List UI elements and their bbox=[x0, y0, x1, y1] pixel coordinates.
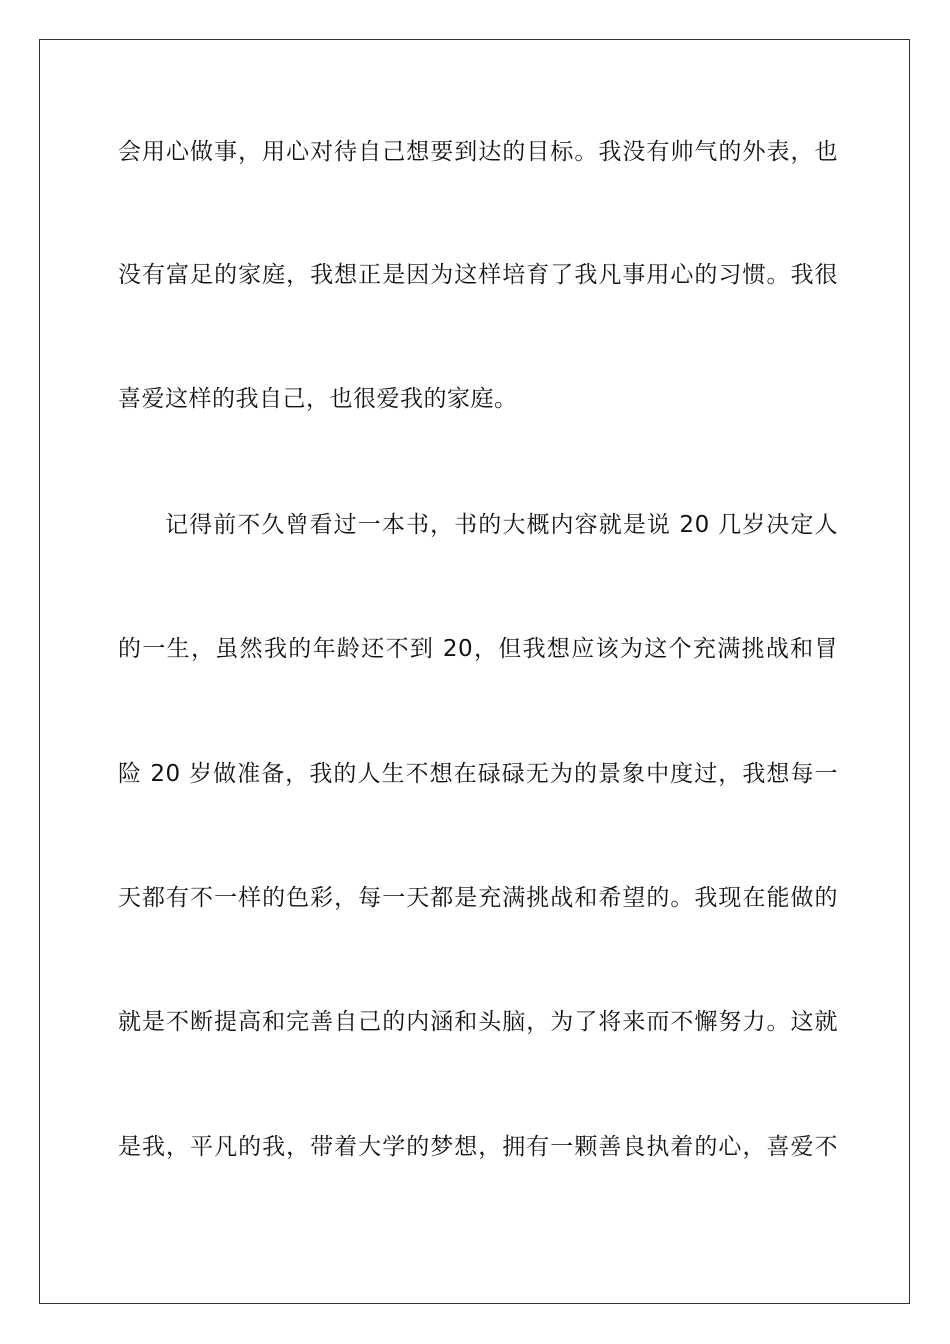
text-line-8: 就是不断提高和完善自己的内涵和头脑，为了将来而不懈努力。这就 bbox=[118, 1009, 838, 1035]
text-line-6: 险 20 岁做准备，我的人生不想在碌碌无为的景象中度过，我想每一 bbox=[118, 761, 838, 787]
text-line-4-paragraph-start: 记得前不久曾看过一本书，书的大概内容就是说 20 几岁决定人 bbox=[165, 512, 838, 538]
text-line-7: 天都有不一样的色彩，每一天都是充满挑战和希望的。我现在能做的 bbox=[118, 885, 838, 911]
text-line-5: 的一生，虽然我的年龄还不到 20，但我想应该为这个充满挑战和冒 bbox=[118, 636, 838, 662]
page-border bbox=[39, 39, 910, 1304]
text-line-3: 喜爱这样的我自己，也很爱我的家庭。 bbox=[118, 386, 518, 412]
text-line-9: 是我，平凡的我，带着大学的梦想，拥有一颗善良执着的心，喜爱不 bbox=[118, 1134, 838, 1160]
text-line-2: 没有富足的家庭，我想正是因为这样培育了我凡事用心的习惯。我很 bbox=[118, 262, 838, 288]
text-line-1: 会用心做事，用心对待自己想要到达的目标。我没有帅气的外表，也 bbox=[118, 139, 838, 165]
